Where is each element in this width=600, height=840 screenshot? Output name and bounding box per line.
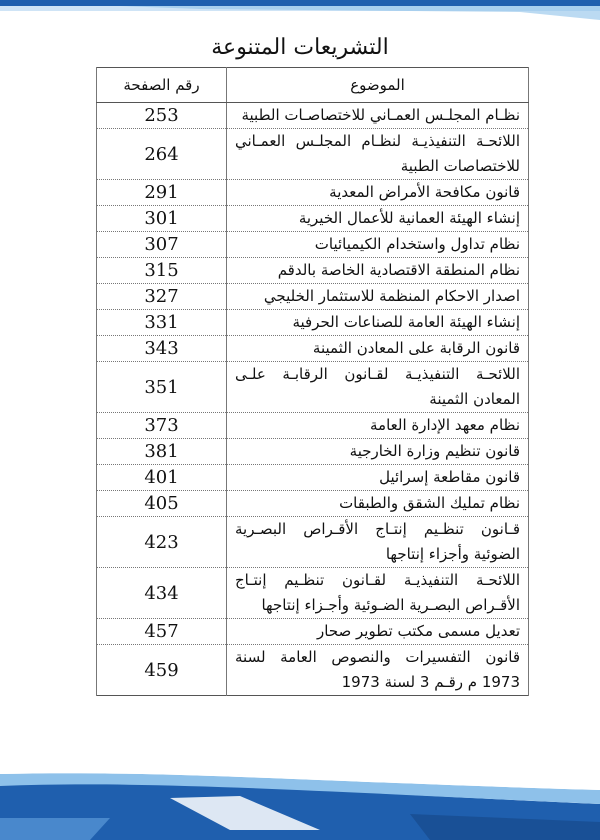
toc-page-cell: 373 <box>97 413 227 439</box>
toc-page-cell: 331 <box>97 310 227 336</box>
toc-row <box>97 439 529 465</box>
toc-topic-cell: اللائحـة التنفيذيـة لقـانون الرقابـة علـى المعادن الثمينة <box>227 362 529 413</box>
toc-page-cell: 327 <box>97 284 227 310</box>
toc-topic-cell: قانون التفسيرات والنصوص العامة لسنة 1973 م رقـم 3 لسنة 1973 <box>227 645 529 696</box>
toc-row <box>97 206 529 232</box>
toc-topic-cell: قانون مقاطعة إسرائيل <box>227 465 529 491</box>
toc-page-cell: 423 <box>97 517 227 568</box>
toc-row <box>97 619 529 645</box>
toc-row <box>97 129 529 180</box>
toc-topic-cell: اصدار الاحكام المنظمة للاستثمار الخليجي <box>227 284 529 310</box>
toc-table-container <box>96 67 528 696</box>
toc-topic-cell: قـانون تنظـيم إنتـاج الأقـراص البصـرية الضوئية وأجزاء إنتاجها <box>227 517 529 568</box>
toc-page-cell: 253 <box>97 103 227 129</box>
toc-row <box>97 336 529 362</box>
page-column-header: رقم الصفحة <box>97 68 227 103</box>
toc-row <box>97 362 529 413</box>
toc-row <box>97 180 529 206</box>
toc-page-cell: 457 <box>97 619 227 645</box>
toc-row <box>97 258 529 284</box>
topic-column-header: الموضوع <box>227 68 529 103</box>
toc-row <box>97 232 529 258</box>
toc-page-cell: 434 <box>97 568 227 619</box>
toc-row <box>97 645 529 696</box>
toc-page-cell: 405 <box>97 491 227 517</box>
toc-page-cell: 381 <box>97 439 227 465</box>
toc-topic-cell: نظام المنطقة الاقتصادية الخاصة بالدقم <box>227 258 529 284</box>
toc-row <box>97 413 529 439</box>
page-title: التشريعات المتنوعة <box>211 35 389 60</box>
toc-topic-cell: اللائحـة التنفيذيـة لقـانون تنظـيم إنتـاج الأقـراص البصـرية الضـوئية وأجـزاء إنتاجها <box>227 568 529 619</box>
toc-topic-cell: اللائحـة التنفيذيـة لنظـام المجلـس العمـاني للاختصاصات الطبية <box>227 129 529 180</box>
toc-topic-cell: تعديل مسمى مكتب تطوير صحار <box>227 619 529 645</box>
toc-table <box>96 67 529 696</box>
toc-page-cell: 459 <box>97 645 227 696</box>
toc-page-cell: 264 <box>97 129 227 180</box>
bottom-band-graphic <box>0 770 600 840</box>
toc-topic-cell: نظام معهد الإدارة العامة <box>227 413 529 439</box>
toc-row <box>97 568 529 619</box>
toc-page-cell: 343 <box>97 336 227 362</box>
toc-topic-cell: قانون مكافحة الأمراض المعدية <box>227 180 529 206</box>
toc-header-row <box>97 68 529 103</box>
toc-page-cell: 307 <box>97 232 227 258</box>
top-decorative-band <box>0 0 600 28</box>
toc-page-cell: 301 <box>97 206 227 232</box>
bottom-decorative-band <box>0 770 600 840</box>
toc-row <box>97 517 529 568</box>
toc-row <box>97 465 529 491</box>
toc-topic-cell: نظـام المجلـس العمـاني للاختصاصـات الطبية <box>227 103 529 129</box>
toc-row <box>97 310 529 336</box>
toc-row <box>97 103 529 129</box>
toc-row <box>97 491 529 517</box>
toc-topic-cell: إنشاء الهيئة العمانية للأعمال الخيرية <box>227 206 529 232</box>
toc-topic-cell: قانون تنظيم وزارة الخارجية <box>227 439 529 465</box>
toc-page-cell: 401 <box>97 465 227 491</box>
toc-page-cell: 291 <box>97 180 227 206</box>
toc-row <box>97 284 529 310</box>
toc-body <box>97 103 529 696</box>
top-band-graphic <box>0 0 600 28</box>
toc-topic-cell: نظام تداول واستخدام الكيميائيات <box>227 232 529 258</box>
toc-topic-cell: نظام تمليك الشقق والطبقات <box>227 491 529 517</box>
toc-page-cell: 315 <box>97 258 227 284</box>
toc-topic-cell: قانون الرقابة على المعادن الثمينة <box>227 336 529 362</box>
toc-topic-cell: إنشاء الهيئة العامة للصناعات الحرفية <box>227 310 529 336</box>
toc-page-cell: 351 <box>97 362 227 413</box>
